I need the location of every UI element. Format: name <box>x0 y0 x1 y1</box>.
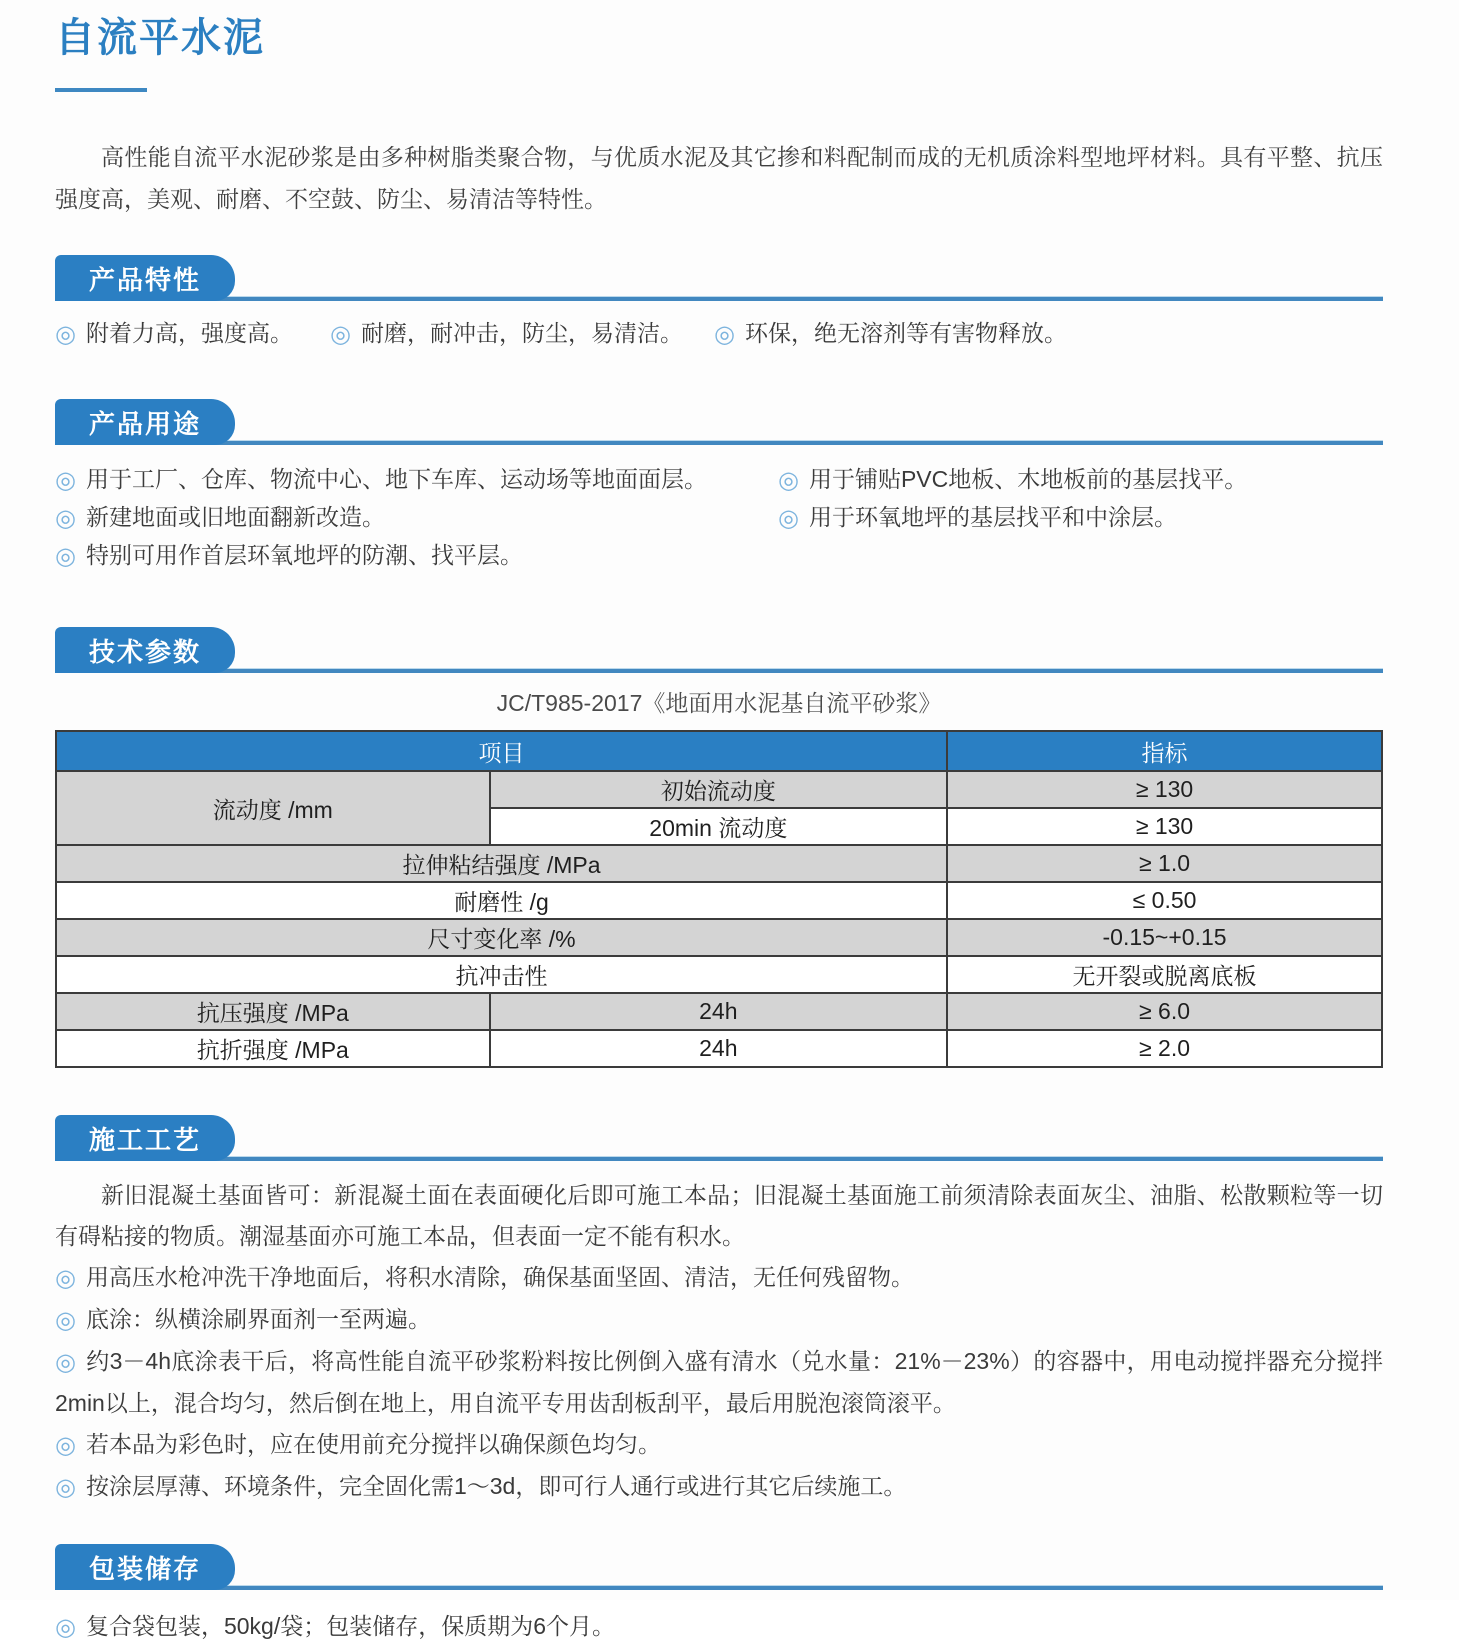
step-text: 按涂层厚薄、环境条件，完全固化需1～3d，即可行人通行或进行其它后续施工。 <box>85 1473 907 1499</box>
section-tab-packaging <box>55 1544 235 1590</box>
ring-bullet-icon: ◎ <box>55 1265 76 1292</box>
cell-impact-label: 抗冲击性 <box>56 956 947 993</box>
cell-impact-value: 无开裂或脱离底板 <box>947 956 1382 993</box>
section-tab-label: 产品用途 <box>88 408 201 439</box>
table-row <box>56 1030 1382 1067</box>
use-text: 用于环氧地坪的基层找平和中涂层。 <box>808 504 1177 530</box>
col-header-item: 项目 <box>56 731 947 771</box>
packaging-text: 复合袋包装，50kg/袋；包装储存，保质期为6个月。 <box>85 1613 616 1639</box>
cell-flow-val2: ≥ 130 <box>947 808 1382 845</box>
section-tab-process <box>55 1115 235 1161</box>
table-row <box>56 956 1382 993</box>
section-rule <box>55 296 1383 301</box>
section-rule <box>55 440 1383 445</box>
use-item <box>55 461 778 499</box>
cell-flexural-label: 抗折强度 /MPa <box>56 1030 490 1067</box>
step-text: 用高压水枪冲洗干净地面后，将积水清除，确保基面坚固、清洁，无任何残留物。 <box>85 1264 914 1290</box>
table-header-row <box>56 731 1382 771</box>
table-row <box>56 993 1382 1030</box>
section-rule <box>55 1156 1383 1161</box>
feature-item <box>330 315 714 353</box>
cell-flow-sub1: 初始流动度 <box>490 771 947 808</box>
table-row <box>56 919 1382 956</box>
step-text: 若本品为彩色时，应在使用前充分搅拌以确保颜色均匀。 <box>85 1431 661 1457</box>
section-tab-label: 技术参数 <box>88 636 201 667</box>
table-row <box>56 845 1382 882</box>
use-item <box>55 499 778 537</box>
ring-bullet-icon: ◎ <box>55 1614 76 1641</box>
feature-item <box>55 315 330 353</box>
table-row <box>56 882 1382 919</box>
section-tab-label: 产品特性 <box>88 264 201 295</box>
section-tab-uses <box>55 399 235 445</box>
page-title: 自流平水泥 <box>55 16 265 60</box>
feature-text: 附着力高，强度高。 <box>85 320 293 346</box>
process-step <box>55 1299 1383 1341</box>
use-text: 用于铺贴PVC地板、木地板前的基层找平。 <box>808 466 1248 492</box>
cell-flow-val1: ≥ 130 <box>947 771 1382 808</box>
cell-abrasion-value: ≤ 0.50 <box>947 882 1382 919</box>
uses-column-left <box>55 461 778 575</box>
cell-flow-sub2: 20min 流动度 <box>490 808 947 845</box>
use-text: 新建地面或旧地面翻新改造。 <box>85 504 385 530</box>
ring-bullet-icon: ◎ <box>330 321 351 348</box>
ring-bullet-icon: ◎ <box>55 321 76 348</box>
title-underline <box>55 88 147 92</box>
section-header-specs <box>55 627 1383 673</box>
step-text: 约3－4h底涂表干后，将高性能自流平砂浆粉料按比例倒入盛有清水（兑水量：21%－23%）的容器中，用电动搅拌器充分搅拌2min以上，混合均匀，然后倒在地上，用自流平专用齿刮板刮平，最后用脱泡滚筒滚平。 <box>55 1348 1383 1416</box>
cell-tensile-label: 拉伸粘结强度 /MPa <box>56 845 947 882</box>
step-text: 底涂：纵横涂刷界面剂一至两遍。 <box>85 1306 431 1332</box>
cell-flow-label: 流动度 /mm <box>56 771 490 845</box>
section-tab-features <box>55 255 235 301</box>
section-header-packaging <box>55 1544 1383 1590</box>
section-header-process <box>55 1115 1383 1161</box>
process-intro-paragraph: 新旧混凝土基面皆可：新混凝土面在表面硬化后即可施工本品；旧混凝土基面施工前须清除表面灰尘、油脂、松散颗粒等一切有碍粘接的物质。潮湿基面亦可施工本品，但表面一定不能有积水。 <box>55 1182 1383 1249</box>
spec-table <box>55 730 1383 1068</box>
cell-compressive-label: 抗压强度 /MPa <box>56 993 490 1030</box>
use-item <box>778 461 1383 499</box>
cell-flexural-time: 24h <box>490 1030 947 1067</box>
product-intro-paragraph: 高性能自流平水泥砂浆是由多种树脂类聚合物，与优质水泥及其它掺和料配制而成的无机质涂料型地坪材料。具有平整、抗压强度高，美观、耐磨、不空鼓、防尘、易清洁等特性。 <box>55 144 1383 212</box>
section-rule <box>55 1585 1383 1590</box>
ring-bullet-icon: ◎ <box>778 505 799 532</box>
cell-dimension-value: -0.15~+0.15 <box>947 919 1382 956</box>
section-tab-label: 施工工艺 <box>88 1124 201 1155</box>
section-header-features <box>55 255 1383 301</box>
packaging-item <box>55 1606 1383 1648</box>
feature-text: 环保，绝无溶剂等有害物释放。 <box>744 320 1067 346</box>
feature-text: 耐磨，耐冲击，防尘，易清洁。 <box>360 320 683 346</box>
use-item <box>778 499 1383 537</box>
cell-compressive-time: 24h <box>490 993 947 1030</box>
ring-bullet-icon: ◎ <box>55 543 76 570</box>
section-tab-specs <box>55 627 235 673</box>
cell-dimension-label: 尺寸变化率 /% <box>56 919 947 956</box>
uses-list <box>55 461 1383 575</box>
process-step <box>55 1341 1383 1424</box>
uses-column-right <box>778 461 1383 575</box>
cell-flexural-value: ≥ 2.0 <box>947 1030 1382 1067</box>
use-text: 特别可用作首层环氧地坪的防潮、找平层。 <box>85 542 523 568</box>
ring-bullet-icon: ◎ <box>778 467 799 494</box>
ring-bullet-icon: ◎ <box>55 505 76 532</box>
section-header-uses <box>55 399 1383 445</box>
table-row <box>56 771 1382 808</box>
packaging-body <box>55 1606 1383 1648</box>
cell-tensile-value: ≥ 1.0 <box>947 845 1382 882</box>
cell-compressive-value: ≥ 6.0 <box>947 993 1382 1030</box>
cell-abrasion-label: 耐磨性 /g <box>56 882 947 919</box>
process-body <box>55 1175 1383 1508</box>
col-header-index: 指标 <box>947 731 1382 771</box>
section-tab-label: 包装储存 <box>88 1553 201 1584</box>
features-list <box>55 315 1383 353</box>
ring-bullet-icon: ◎ <box>714 321 735 348</box>
process-step <box>55 1466 1383 1508</box>
standard-reference: JC/T985-2017《地面用水泥基自流平砂浆》 <box>496 690 942 716</box>
ring-bullet-icon: ◎ <box>55 1349 77 1376</box>
ring-bullet-icon: ◎ <box>55 1474 76 1501</box>
use-item <box>55 537 778 575</box>
section-rule <box>55 668 1383 673</box>
ring-bullet-icon: ◎ <box>55 467 76 494</box>
process-step <box>55 1257 1383 1299</box>
feature-item <box>714 315 1067 353</box>
ring-bullet-icon: ◎ <box>55 1432 76 1459</box>
use-text: 用于工厂、仓库、物流中心、地下车库、运动场等地面面层。 <box>85 466 707 492</box>
process-step <box>55 1424 1383 1466</box>
ring-bullet-icon: ◎ <box>55 1307 76 1334</box>
